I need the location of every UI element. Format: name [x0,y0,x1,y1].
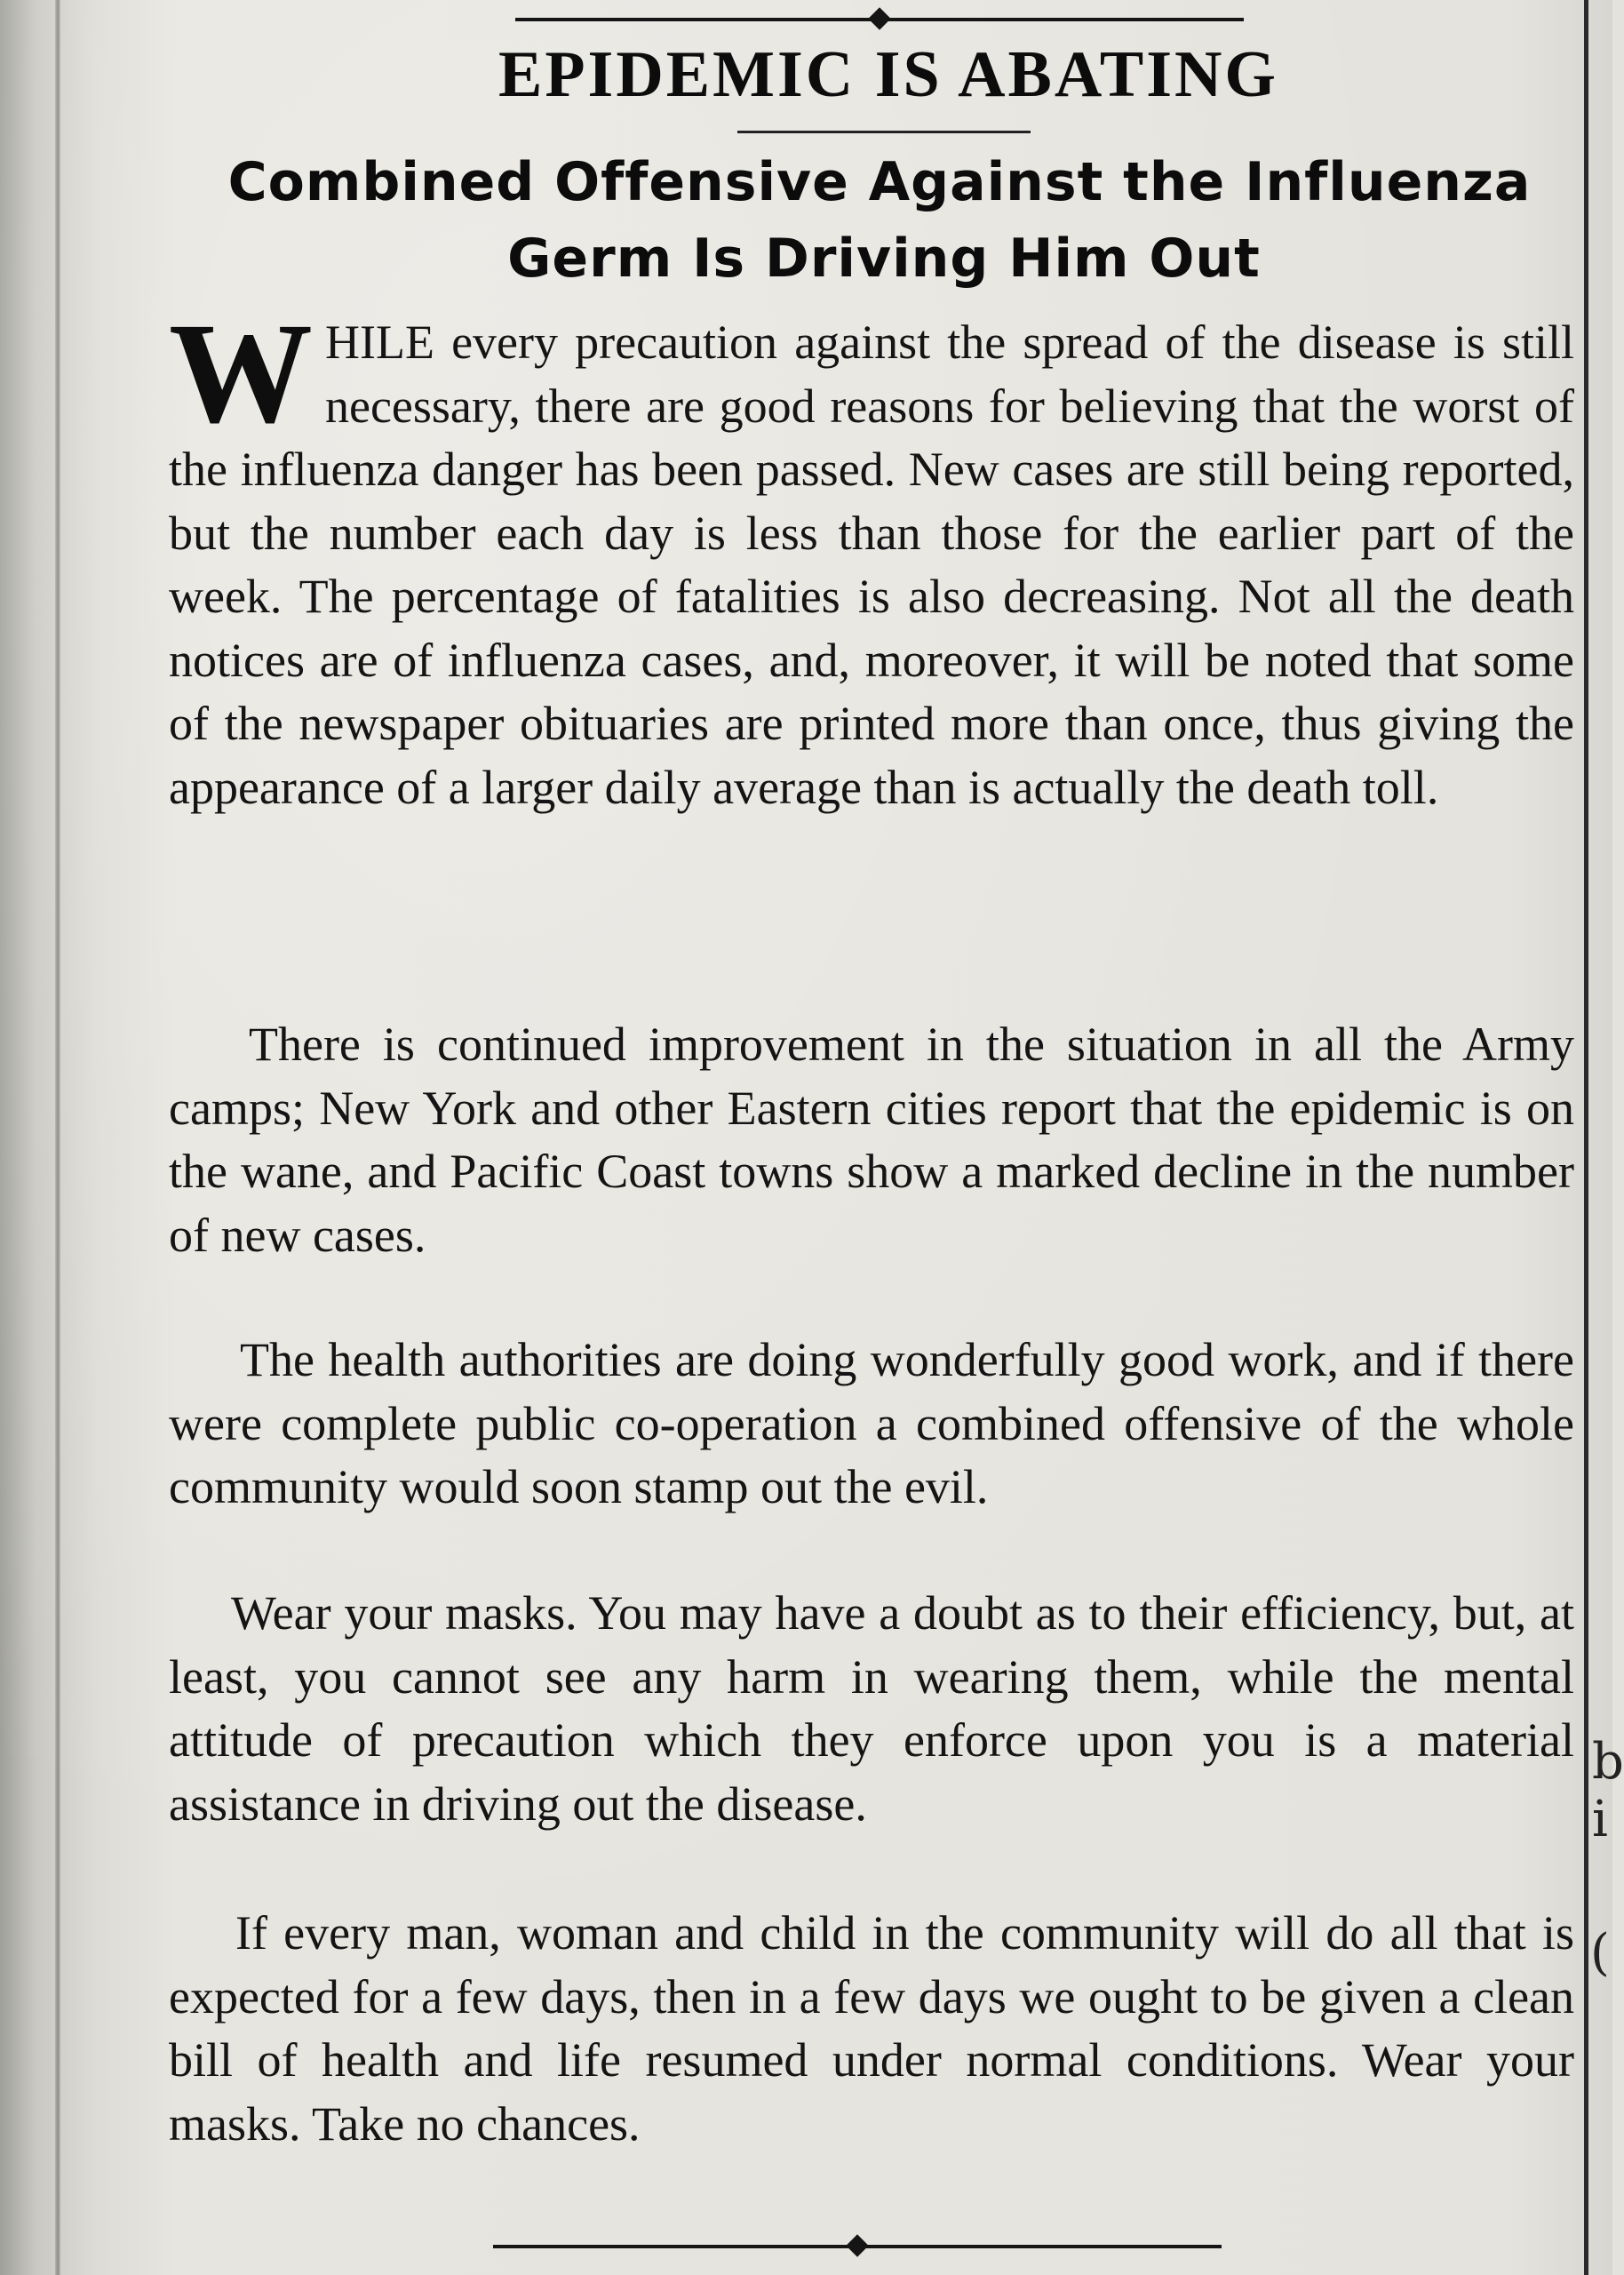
headline-divider [737,131,1031,133]
article-paragraph-3: The health authorities are doing wonderfully good work, and if there were complete public co-operation a combined offensive of the whole community would soon stamp out the evil. [169,1333,1574,1513]
left-column-shadow [55,0,60,2275]
column-rule [1584,0,1588,2275]
drop-cap: W [169,294,313,453]
article-paragraph-5: If every man, woman and child in the community will do all that is expected for a few days, then in a few days we ought to be given a clean bill of health and life resumed under normal conditions. Wear your masks. Take no chances. [169,1906,1574,2151]
article-paragraph-4: Wear your masks. You may have a doubt as to their efficiency, but, at least, you cannot see any harm in wearing them, while the mental attitude of precaution which they enforce upon you is a material assistance in driving out the disease. [169,1586,1574,1831]
subheadline-line-2: Germ Is Driving Him Out [507,228,1261,290]
article-paragraph-1 [169,294,1574,819]
article-paragraph-2: There is continued improvement in the situation in all the Army camps; New York and other Eastern cities report that the epidemic is on the wane, and Pacific Coast towns show a marked decline in the number of new cases. [169,1018,1574,1262]
headline: EPIDEMIC IS ABATING [498,38,1278,111]
adjacent-column-fragment: ( [1590,1924,1610,1982]
adjacent-column-fragment: b [1592,1733,1624,1791]
subheadline-line-1: Combined Offensive Against the Influenza [227,151,1532,213]
paragraph-text: HILE every precaution against the spread of the disease is still necessary, there are good reasons for believing that the worst of the influenza danger has been passed. New cases are still being reported, but the number each day is less than those for the earlier part of the week. The percentage of fatalities is also decreasing. Not all the death notices are of influenza cases, and, moreover, it will be noted that some of the newspaper obituaries are printed more than once, thus giving the appearance of a larger daily average than is actually the death toll. [169,315,1574,814]
adjacent-column-fragment: i [1592,1791,1608,1848]
